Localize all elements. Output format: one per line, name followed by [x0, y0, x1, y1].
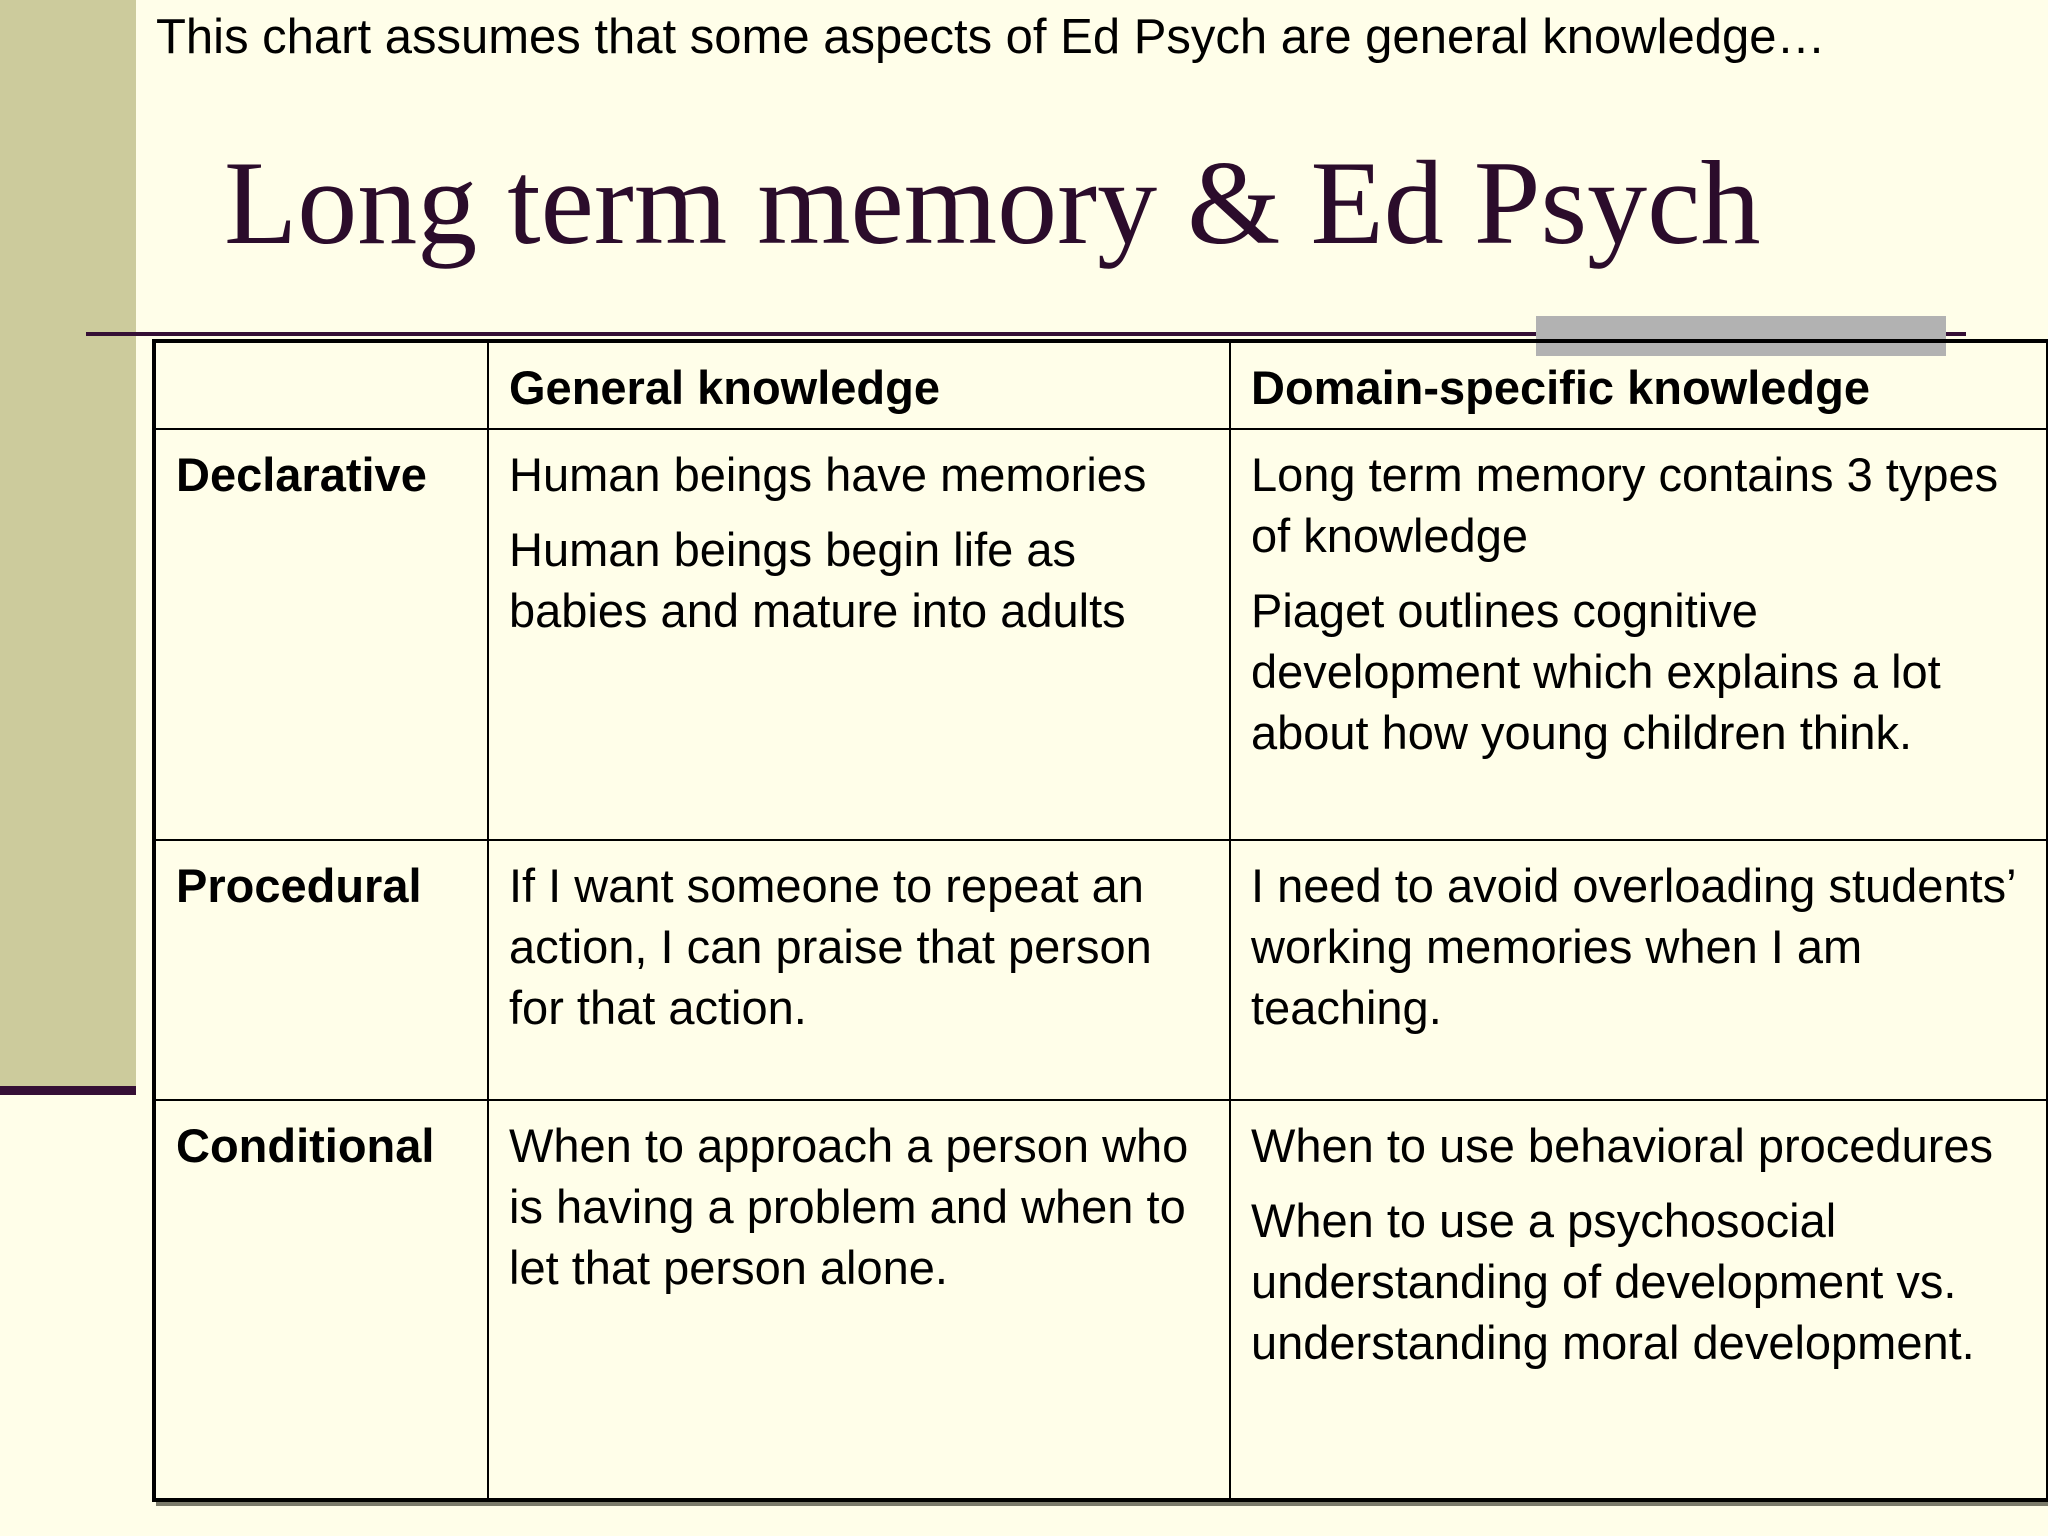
- header-general-knowledge: General knowledge: [488, 341, 1230, 429]
- cell-paragraph: When to approach a person who is having a problem and when to let that person alone.: [509, 1119, 1189, 1294]
- cell-paragraph: Long term memory contains 3 types of knowledge: [1251, 448, 1999, 562]
- row-label-conditional: Conditional: [154, 1100, 488, 1500]
- slide-title: Long term memory & Ed Psych: [224, 136, 1761, 269]
- table-row: [154, 840, 2048, 1100]
- cell-paragraph: Human beings begin life as babies and mature into adults: [509, 523, 1126, 637]
- row-label-procedural: Procedural: [154, 840, 488, 1100]
- header-domain-specific-knowledge: Domain-specific knowledge: [1230, 341, 2048, 429]
- cell-paragraph: When to use a psychosocial understanding of development vs. understanding moral development.: [1251, 1194, 1975, 1369]
- header-corner: [154, 341, 488, 429]
- cell-paragraph: Piaget outlines cognitive development which explains a lot about how young children think.: [1251, 584, 1941, 759]
- cell-conditional-general: [488, 1100, 1230, 1500]
- table-header-row: [154, 341, 2048, 429]
- cell-declarative-domain: [1230, 429, 2048, 840]
- cell-paragraph: If I want someone to repeat an action, I can praise that person for that action.: [509, 859, 1152, 1034]
- side-decoration-bar: [0, 0, 136, 1086]
- cell-paragraph: Human beings have memories: [509, 448, 1147, 501]
- cell-declarative-general: [488, 429, 1230, 840]
- side-decoration-rule: [0, 1086, 136, 1095]
- knowledge-table: [152, 339, 2048, 1502]
- row-label-declarative: Declarative: [154, 429, 488, 840]
- cell-paragraph: I need to avoid overloading students’ working memories when I am teaching.: [1251, 859, 2015, 1034]
- cell-paragraph: When to use behavioral procedures: [1251, 1119, 1993, 1172]
- cell-conditional-domain: [1230, 1100, 2048, 1500]
- slide-note: This chart assumes that some aspects of Ed Psych are general knowledge…: [156, 10, 1826, 64]
- cell-procedural-general: [488, 840, 1230, 1100]
- table-row: [154, 1100, 2048, 1500]
- cell-procedural-domain: [1230, 840, 2048, 1100]
- table-row: [154, 429, 2048, 840]
